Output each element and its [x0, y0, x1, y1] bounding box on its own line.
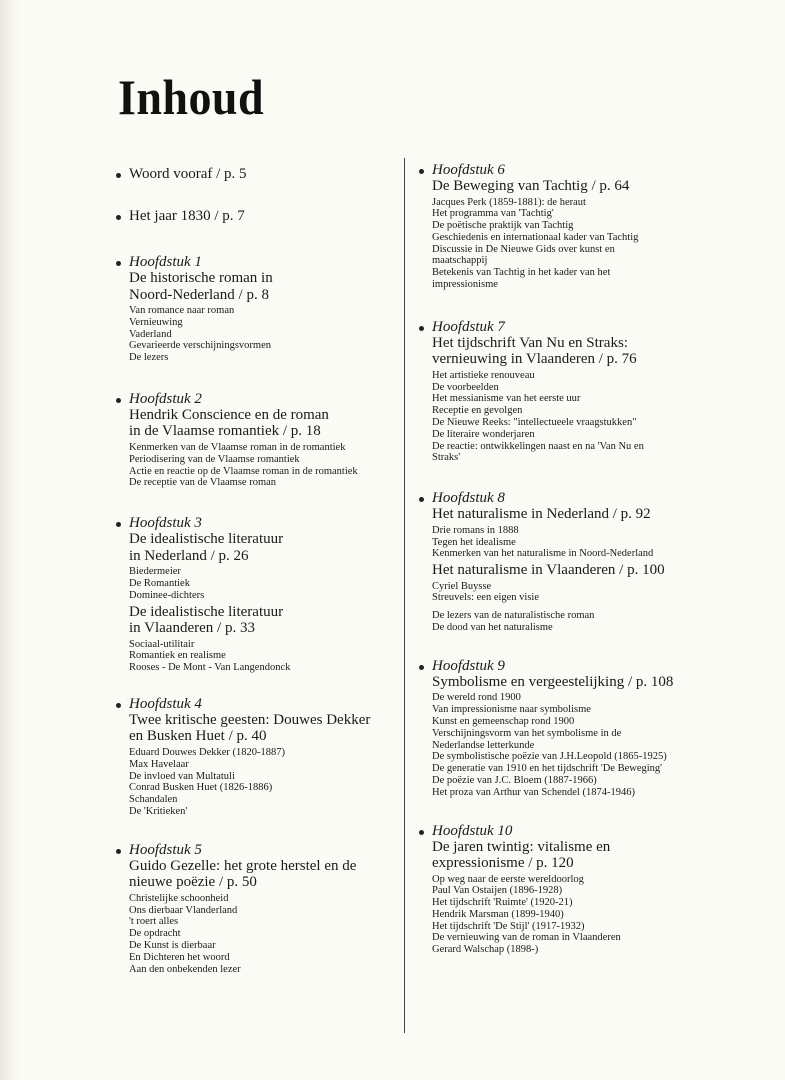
toc-entry-hoofdstuk-9[interactable] — [419, 658, 739, 799]
bullet-icon — [116, 261, 121, 266]
chapter-title: Het tijdschrift Van Nu en Straks: vernieuwing in Vlaanderen / p. 76 — [432, 334, 637, 368]
entry-title: Woord vooraf / p. 5 — [129, 166, 247, 182]
bullet-icon — [116, 215, 121, 220]
chapter-subsections-secondary: Sociaal-utilitair Romantiek en realisme Rooses - De Mont - Van Langendonck — [129, 638, 291, 674]
toc-entry-hoofdstuk-5[interactable] — [116, 842, 406, 976]
toc-entry-hoofdstuk-3[interactable] — [116, 515, 406, 674]
chapter-label: Hoofdstuk 3 — [129, 515, 202, 532]
chapter-label: Hoofdstuk 4 — [129, 695, 202, 712]
toc-entry-hoofdstuk-10[interactable] — [419, 823, 739, 957]
chapter-label: Hoofdstuk 10 — [432, 822, 513, 839]
bullet-icon — [116, 849, 121, 854]
bullet-icon — [116, 173, 121, 178]
chapter-subsections: De wereld rond 1900 Van impressionisme naar symbolisme Kunst en gemeenschap rond 1900 Verschijningsvorm van het symbolisme in de Nederlandse letterkunde De symbolistische poëzie van J.H.Leopold (1865-1925) De generatie van 1910 en het tijdschrift 'De Beweging' De poëzie van J.C. Bloem (1887-1966) Het proza van Arthur van Schendel (1874-1946) — [432, 692, 667, 798]
bullet-icon — [419, 830, 424, 835]
chapter-title-secondary: Het naturalisme in Vlaanderen / p. 100 — [432, 562, 665, 579]
toc-entry-hoofdstuk-2[interactable] — [116, 391, 406, 489]
chapter-subsections: Kenmerken van de Vlaamse roman in de romantiek Periodisering van de Vlaamse romantiek Actie en reactie op de Vlaamse roman in de romantiek De receptie van de Vlaamse roman — [129, 441, 358, 489]
bullet-icon — [419, 665, 424, 670]
bullet-icon — [419, 169, 424, 174]
chapter-title-secondary: De idealistische literatuur in Vlaanderen / p. 33 — [129, 603, 284, 637]
toc-entry-hoofdstuk-1[interactable] — [116, 254, 406, 364]
page-edge — [0, 0, 20, 1080]
bullet-icon — [419, 326, 424, 331]
chapter-title: De Beweging van Tachtig / p. 64 — [432, 178, 630, 194]
chapter-subsections: Drie romans in 1888 Tegen het idealisme Kenmerken van het naturalisme in Noord-Nederland — [432, 524, 654, 560]
bullet-icon — [116, 703, 121, 708]
bullet-icon — [419, 497, 424, 502]
chapter-title: De historische roman in Noord-Nederland / p. 8 — [129, 270, 273, 303]
chapter-title: De jaren twintig: vitalisme en expressionisme / p. 120 — [432, 838, 611, 871]
page-title: Inhoud — [118, 69, 265, 125]
chapter-label: Hoofdstuk 5 — [129, 841, 202, 858]
chapter-subsections: Biedermeier De Romantiek Dominee-dichters — [129, 566, 205, 601]
chapter-title: De idealistische literatuur in Nederland / p. 26 — [129, 531, 284, 564]
bullet-icon — [116, 398, 121, 403]
toc-entry-hoofdstuk-4[interactable] — [116, 696, 406, 818]
chapter-label: Hoofdstuk 1 — [129, 254, 202, 270]
toc-left-column — [116, 166, 406, 975]
chapter-title: Guido Gezelle: het grote herstel en de nieuwe poëzie / p. 50 — [129, 857, 357, 891]
toc-entry-woord-vooraf[interactable] — [116, 166, 406, 182]
chapter-title: Hendrik Conscience en de roman in de Vlaamse romantiek / p. 18 — [129, 406, 329, 440]
chapter-label: Hoofdstuk 2 — [129, 390, 202, 407]
chapter-label: Hoofdstuk 6 — [432, 162, 505, 178]
toc-entry-hoofdstuk-6[interactable] — [419, 162, 739, 291]
chapter-subsections: Op weg naar de eerste wereldoorlog Paul Van Ostaijen (1896-1928) Het tijdschrift 'Ruimte' (1920-21) Hendrik Marsman (1899-1940) Het tijdschrift 'De Stijl' (1917-1932) De vernieuwing van de roman in Vlaanderen Gerard Walschap (1898-) — [432, 873, 621, 956]
chapter-subsections: Jacques Perk (1859-1881): de heraut Het programma van 'Tachtig' De poëtische praktijk van Tachtig Geschiedenis en internationaal kader van Tachtig Discussie in De Nieuwe Gids over kunst en maatschappij Betekenis van Tachtig in het kader van het impressionisme — [432, 196, 639, 291]
bullet-icon — [116, 522, 121, 527]
entry-title: Het jaar 1830 / p. 7 — [129, 208, 245, 224]
toc-entry-jaar-1830[interactable] — [116, 208, 406, 224]
chapter-subsections: Christelijke schoonheid Ons dierbaar Vlanderland 't roert alles De opdracht De Kunst is dierbaar En Dichteren het woord Aan den onbekenden lezer — [129, 892, 241, 975]
chapter-subsections-secondary: Cyriel Buysse Streuvels: een eigen visie — [432, 580, 540, 604]
chapter-label: Hoofdstuk 9 — [432, 657, 505, 674]
chapter-label: Hoofdstuk 7 — [432, 318, 505, 335]
chapter-subsections: Eduard Douwes Dekker (1820-1887) Max Havelaar De invloed van Multatuli Conrad Busken Huet (1826-1886) Schandalen De 'Kritieken' — [129, 746, 285, 817]
chapter-label: Hoofdstuk 8 — [432, 490, 505, 507]
chapter-subsections-tertiary: De lezers van de naturalistische roman De dood van het naturalisme — [432, 610, 595, 634]
toc-entry-hoofdstuk-7[interactable] — [419, 319, 739, 464]
chapter-subsections: Het artistieke renouveau De voorbeelden Het messianisme van het eerste uur Receptie en gevolgen De Nieuwe Reeks: "intellectueele vraagstukken" De literaire wonderjaren De reactie: ontwikkelingen naast en na 'Van Nu en Straks' — [432, 369, 644, 464]
toc-entry-hoofdstuk-8[interactable] — [419, 490, 739, 634]
chapter-subsections: Van romance naar roman Vernieuwing Vaderland Gevarieerde verschijningsvormen De lezers — [129, 305, 271, 364]
chapter-title: Symbolisme en vergeestelijking / p. 108 — [432, 673, 674, 690]
chapter-title: Het naturalisme in Nederland / p. 92 — [432, 506, 651, 523]
toc-right-column — [419, 162, 739, 956]
chapter-title: Twee kritische geesten: Douwes Dekker en Busken Huet / p. 40 — [129, 711, 371, 745]
